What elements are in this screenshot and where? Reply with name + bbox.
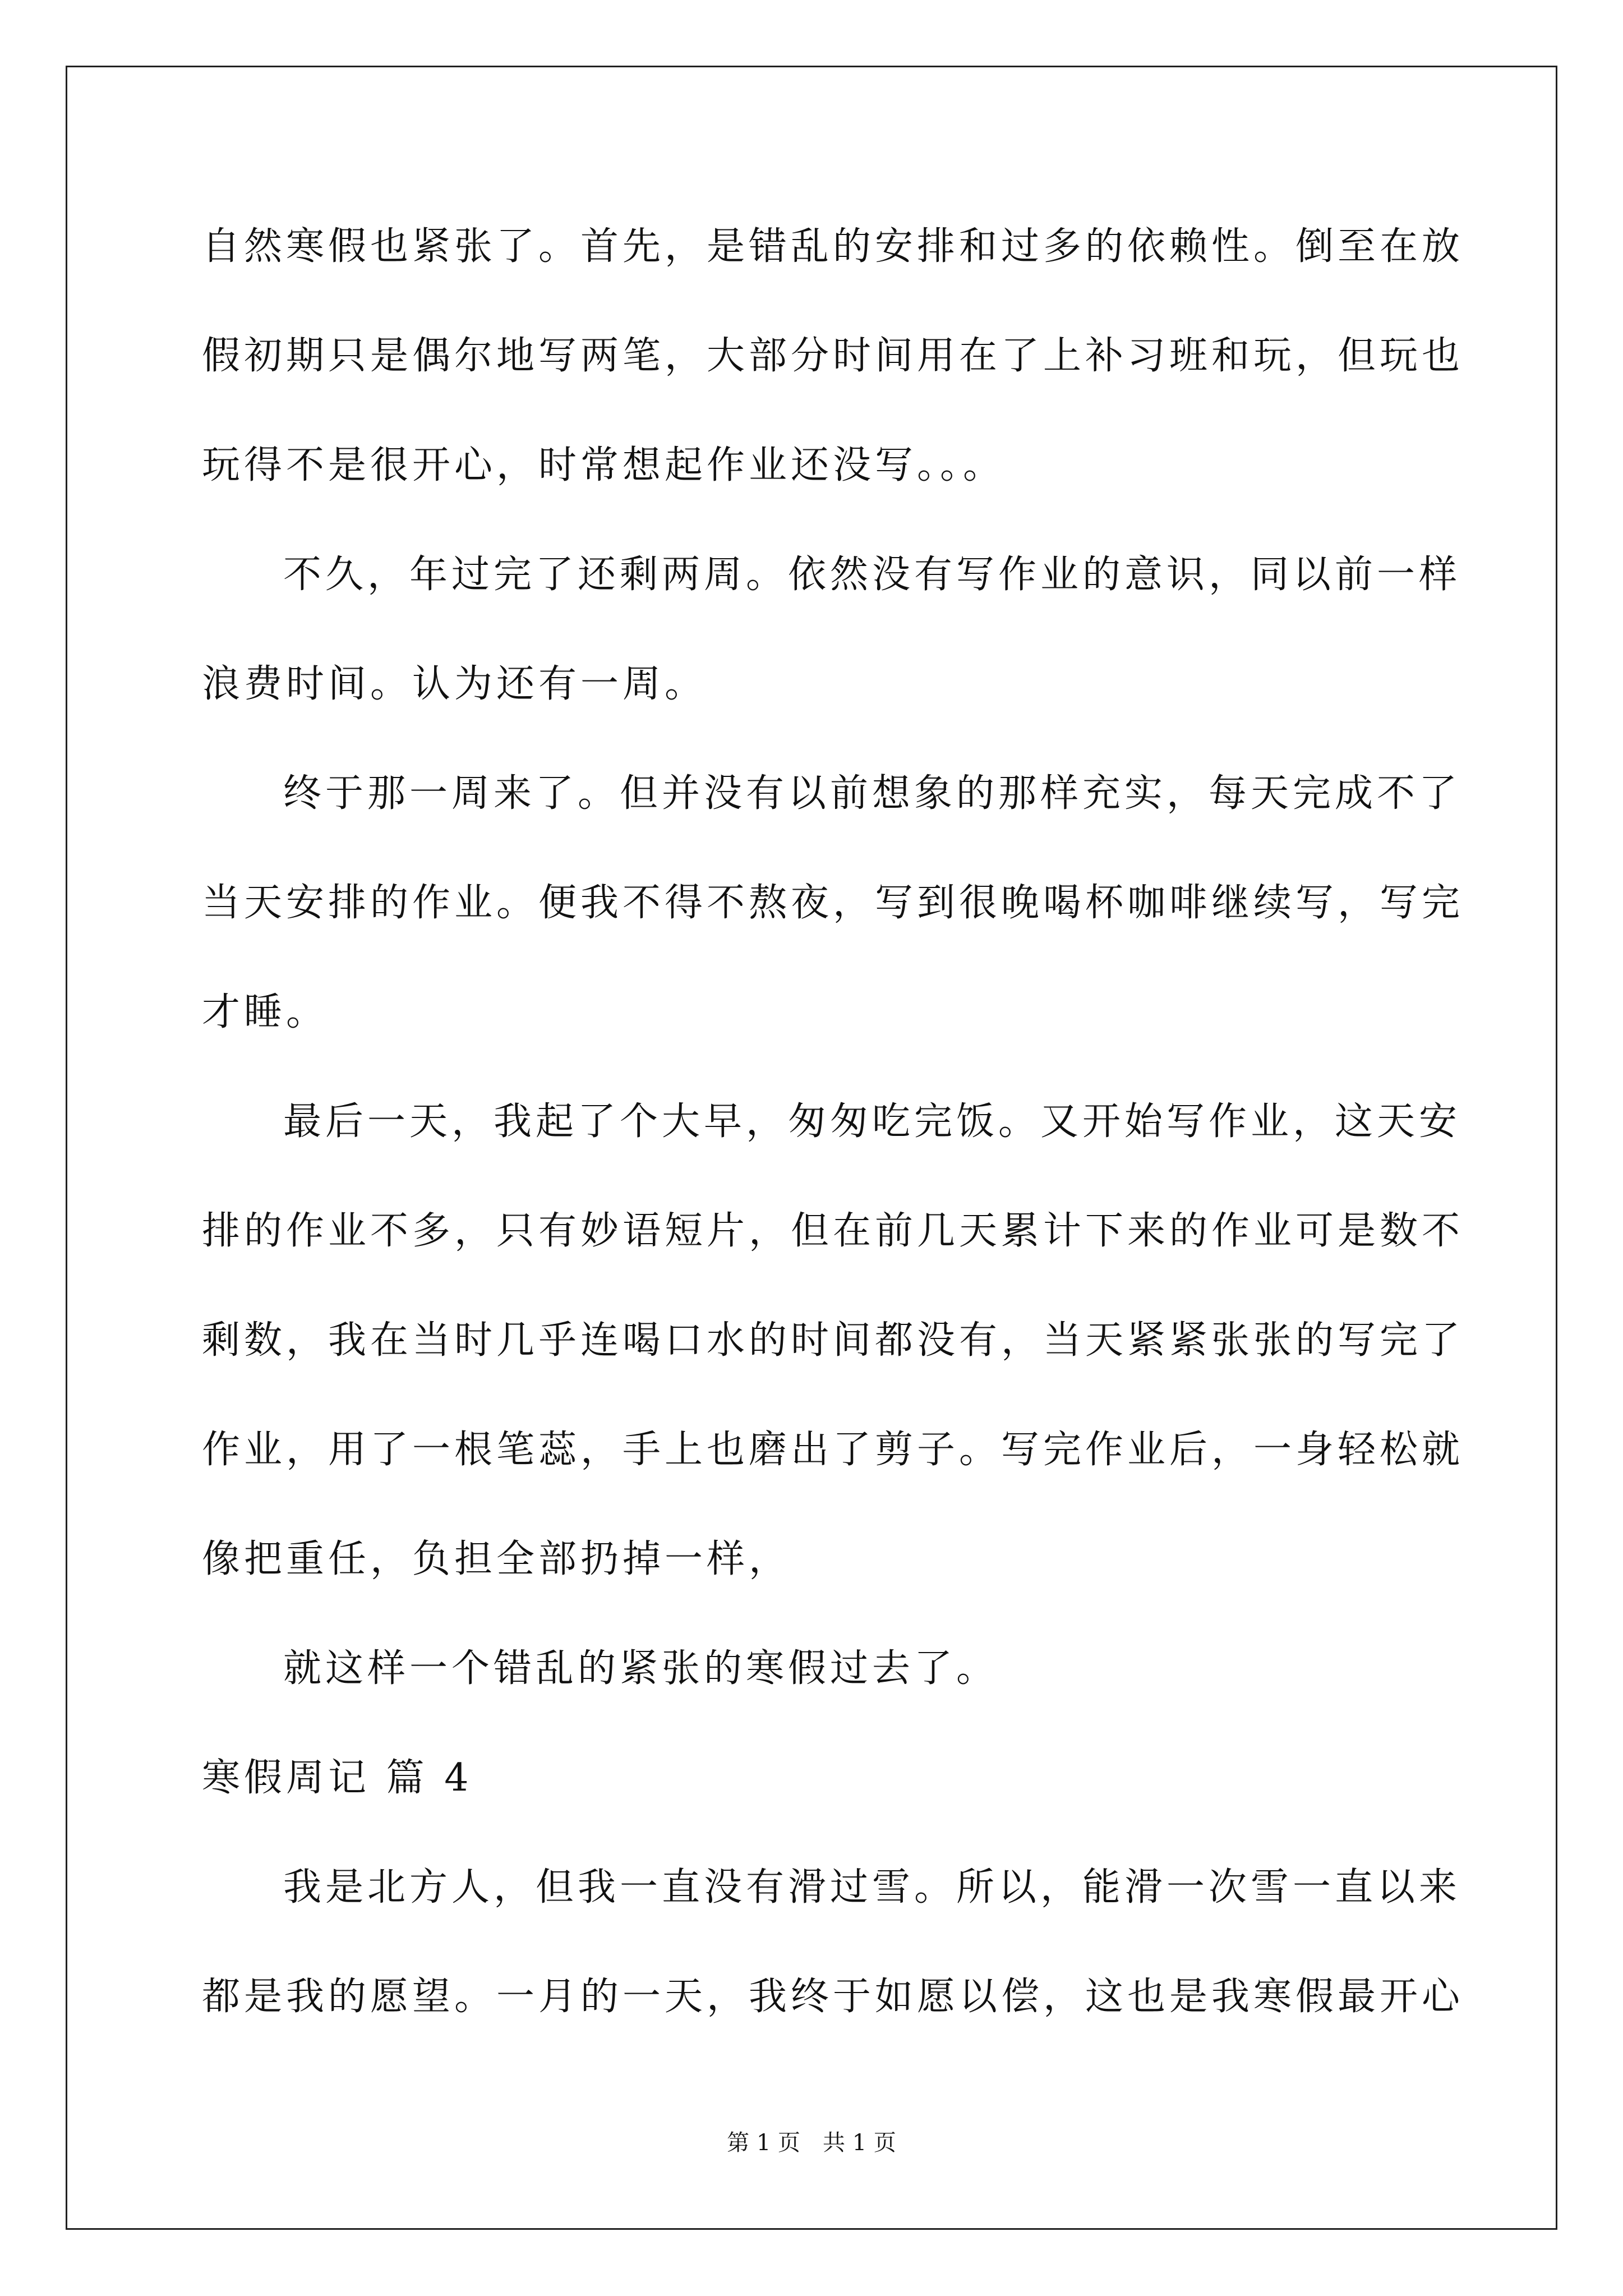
page-footer [0, 2126, 1623, 2160]
paragraph-start-line: 最后一天，我起了个大早，匆匆吃完饭。又开始写作业，这天安 [283, 1099, 1461, 1144]
text-line: 玩得不是很开心，时常想起作业还没写。。。 [202, 443, 1006, 487]
text-line: 剩数，我在当时几乎连喝口水的时间都没有，当天紧紧张张的写完了 [202, 1318, 1464, 1363]
text-line: 作业，用了一根笔蕊，手上也磨出了剪子。写完作业后，一身轻松就 [202, 1428, 1464, 1472]
paragraph-start-line: 不久，年过完了还剩两周。依然没有写作业的意识，同以前一样 [283, 553, 1461, 597]
paragraph-start-line: 就这样一个错乱的紧张的寒假过去了。 [283, 1646, 999, 1691]
text-line: 都是我的愿望。一月的一天，我终于如愿以偿，这也是我寒假最开心 [202, 1975, 1464, 2019]
text-line: 排的作业不多，只有妙语短片，但在前几天累计下来的作业可是数不 [202, 1209, 1464, 1253]
page-total: 共 1 页 [823, 2130, 896, 2156]
text-line: 当天安排的作业。便我不得不熬夜，写到很晚喝杯咖啡继续写，写完 [202, 881, 1464, 925]
text-line: 像把重任，负担全部扔掉一样， [202, 1537, 791, 1581]
text-line: 才睡。 [202, 990, 329, 1034]
paragraph-start-line: 终于那一周来了。但并没有以前想象的那样充实，每天完成不了 [283, 771, 1461, 816]
text-line: 假初期只是偶尔地写两笔，大部分时间用在了上补习班和玩，但玩也 [202, 334, 1464, 378]
section-heading: 寒假周记 篇 4 [202, 1756, 473, 1800]
text-line: 自然寒假也紧张了。首先，是错乱的安排和过多的依赖性。倒至在放 [202, 224, 1464, 269]
paragraph-start-line: 我是北方人，但我一直没有滑过雪。所以，能滑一次雪一直以来 [283, 1865, 1461, 1910]
document-body [202, 219, 1464, 2025]
text-line: 浪费时间。认为还有一周。 [202, 662, 707, 706]
page-number: 第 1 页 [727, 2130, 800, 2156]
